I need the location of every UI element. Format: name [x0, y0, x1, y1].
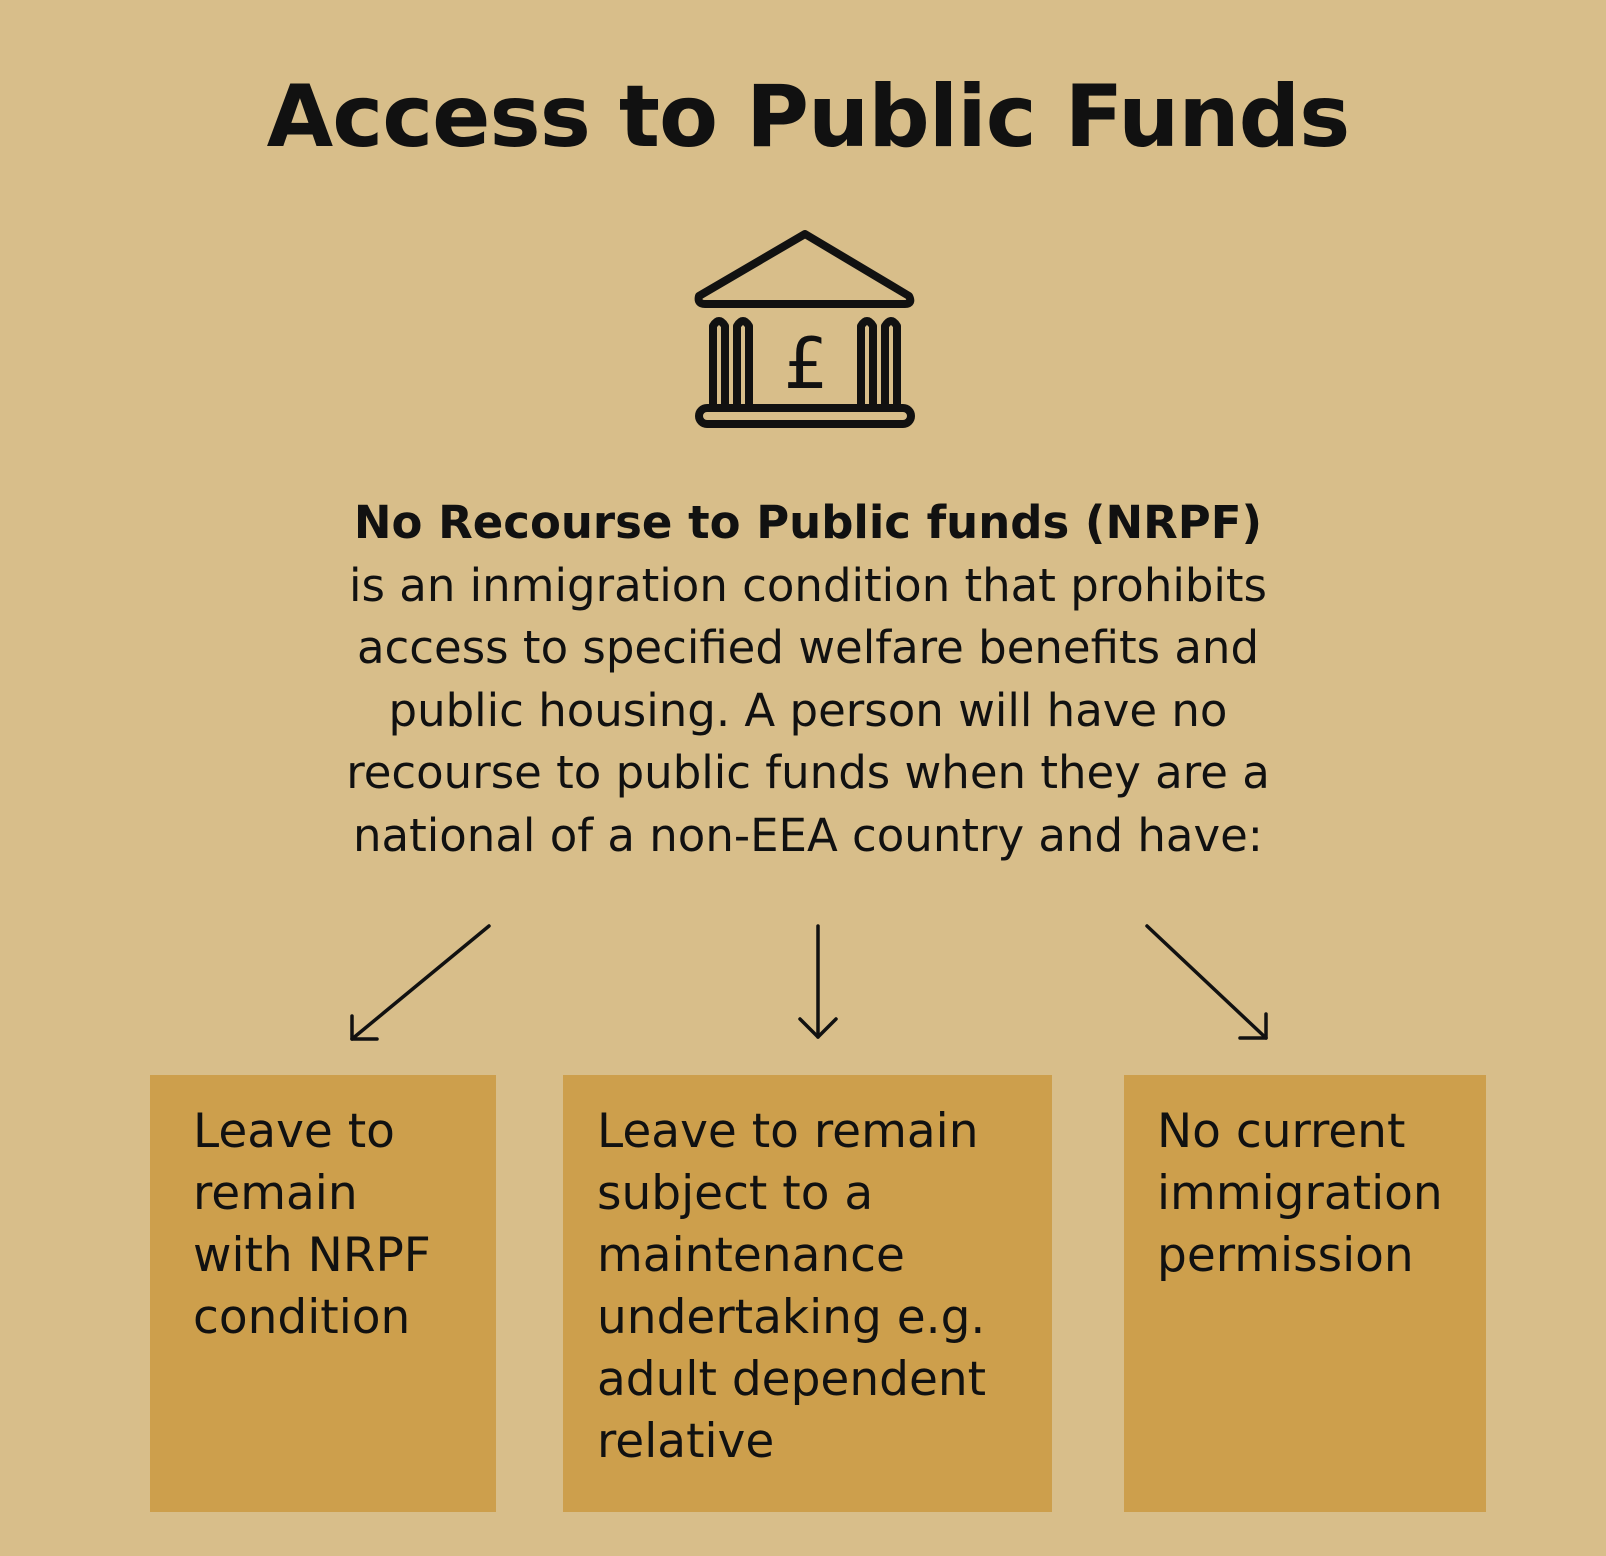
bank-pound-icon	[693, 228, 917, 434]
condition-box-no-permission: No current immigration permission	[1124, 1075, 1486, 1512]
arrow-left	[352, 926, 489, 1039]
intro-body: is an inmigration condition that prohibits access to specified welfare benefits and public housing. A person will have no recourse to public funds when they are a national of a non-EEA country and have:	[346, 558, 1270, 862]
arrow-down	[800, 926, 836, 1037]
condition-box-nrpf: Leave to remain with NRPF condition	[150, 1075, 496, 1512]
roof-shape	[699, 234, 911, 304]
arrow-right	[1147, 926, 1266, 1038]
condition-box-maintenance: Leave to remain subject to a maintenance undertaking e.g. adult dependent relative	[563, 1075, 1052, 1512]
pound-sign: £	[783, 323, 829, 405]
intro-heading: No Recourse to Public funds (NRPF)	[353, 496, 1263, 549]
intro-text	[290, 492, 1326, 867]
page-title: Access to Public Funds	[266, 67, 1350, 167]
